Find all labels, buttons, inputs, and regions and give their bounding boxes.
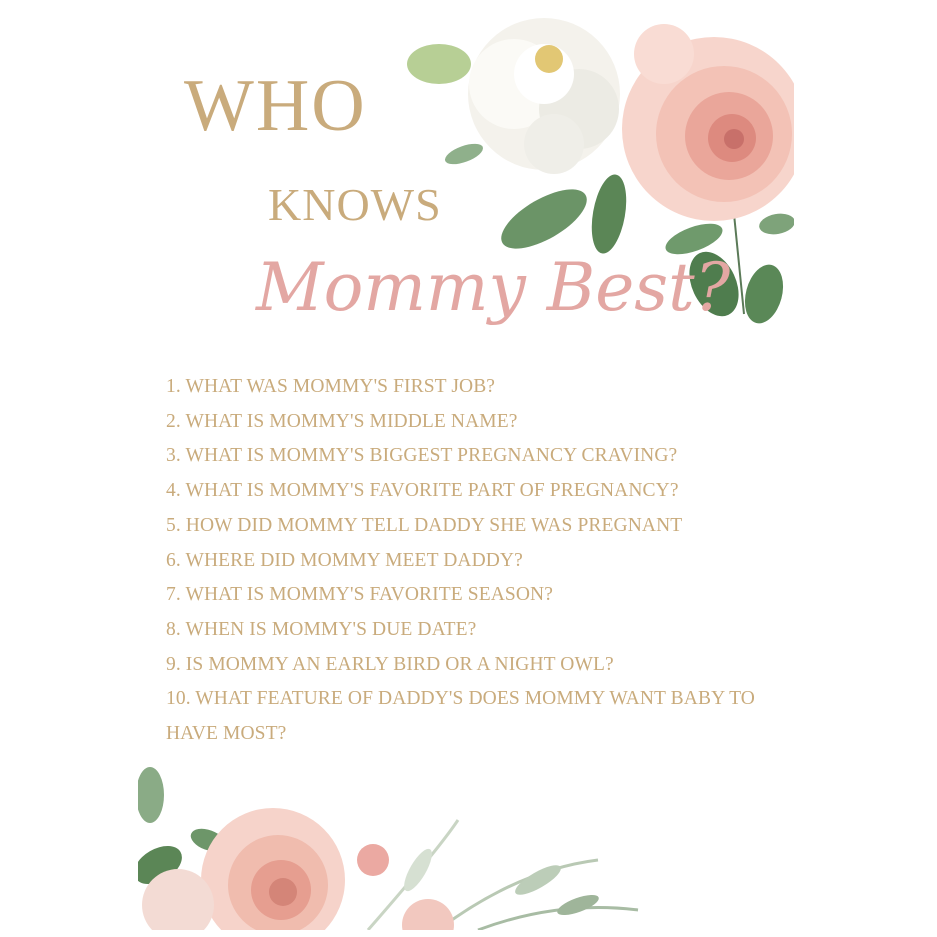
question-item: 6. WHERE DID MOMMY MEET DADDY? bbox=[166, 549, 523, 571]
question-item: 3. WHAT IS MOMMY'S BIGGEST PREGNANCY CRAVING? bbox=[166, 445, 678, 467]
question-item: 7. WHAT IS MOMMY'S FAVORITE SEASON? bbox=[166, 584, 553, 606]
question-item: 1. WHAT WAS MOMMY'S FIRST JOB? bbox=[166, 376, 496, 397]
game-card bbox=[138, 14, 794, 930]
white-peony-icon bbox=[468, 18, 620, 174]
question-list bbox=[166, 370, 794, 752]
question-item: 10. WHAT FEATURE OF DADDY'S DOES MOMMY WANT BABY TO HAVE MOST? bbox=[166, 688, 755, 745]
title-knows: KNOWS bbox=[268, 179, 442, 230]
title-who: WHO bbox=[184, 65, 367, 147]
question-item: 8. WHEN IS MOMMY'S DUE DATE? bbox=[166, 618, 477, 640]
question-item: 9. IS MOMMY AN EARLY BIRD OR A NIGHT OWL? bbox=[166, 653, 614, 675]
question-item: 2. WHAT IS MOMMY'S MIDDLE NAME? bbox=[166, 410, 518, 432]
title-mommy-best: Mommy Best? bbox=[256, 249, 731, 326]
pink-rose-icon bbox=[622, 24, 794, 221]
blush-rose-icon bbox=[142, 808, 454, 930]
question-item: 4. WHAT IS MOMMY'S FAVORITE PART OF PREGNANCY? bbox=[166, 480, 679, 502]
question-item: 5. HOW DID MOMMY TELL DADDY SHE WAS PREGNANT bbox=[166, 514, 683, 536]
